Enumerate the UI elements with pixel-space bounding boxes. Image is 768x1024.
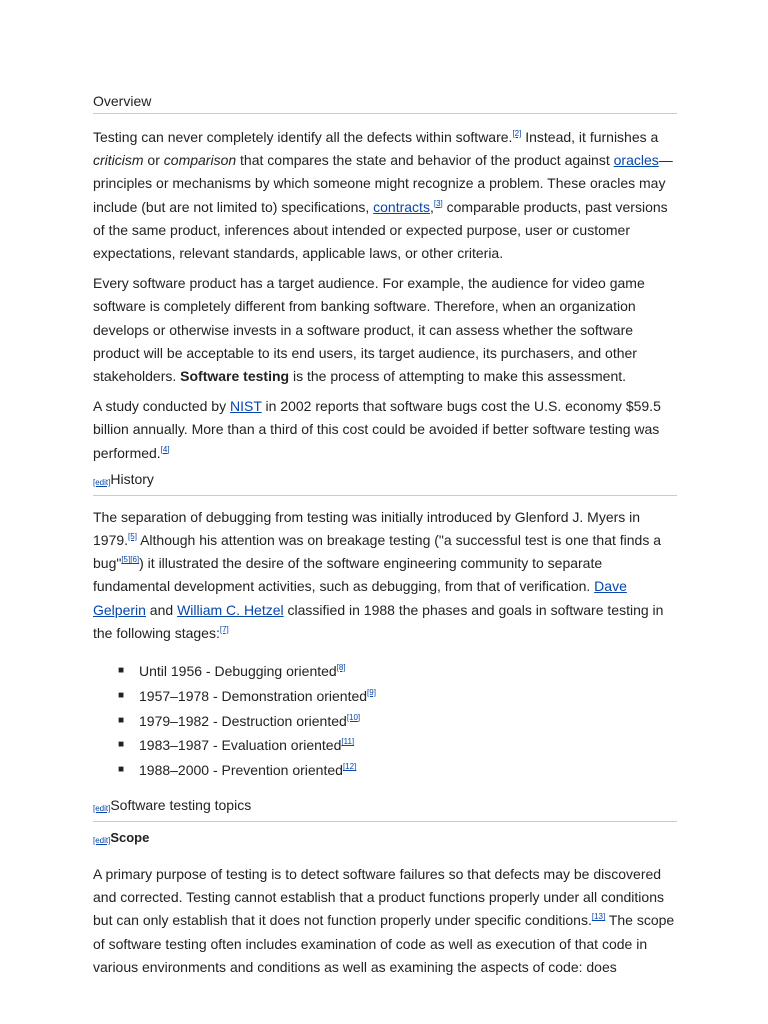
heading-text: History <box>110 470 154 487</box>
article-body <box>93 91 677 986</box>
italic-text: comparison <box>163 152 237 169</box>
subsection-heading-scope <box>93 828 677 853</box>
citation-link[interactable]: [4] <box>160 444 170 454</box>
section-heading-topics <box>93 795 677 822</box>
text: Every software product has a target audience. For example, the audience for video game software is completely different from banking software. Therefore, when an organization develops or otherwise invests in a software product, it can assess whether the software product will be acceptable to its end users, its target audience, its purchasers, and other stakeholders. <box>93 275 645 385</box>
text: —principles or mechanisms by which someone might recognize a problem. These oracles may include (but are not limited to) specifications, <box>93 152 673 215</box>
text: Testing can never completely identify all the defects within software. <box>93 129 513 145</box>
citation-link[interactable]: [11] <box>341 737 355 747</box>
list-item <box>93 758 677 783</box>
edit-link[interactable]: [edit] <box>93 836 111 846</box>
citation-link[interactable]: [5][6] <box>121 555 140 565</box>
list-item <box>93 709 677 734</box>
overview-paragraph-2 <box>93 272 677 388</box>
text: , <box>429 198 434 215</box>
stage-text: 1988–2000 - Prevention oriented <box>139 762 343 779</box>
heading-text: Overview <box>93 93 152 109</box>
history-paragraph <box>93 506 677 645</box>
edit-link[interactable]: [edit] <box>93 804 111 814</box>
citation-link[interactable]: [10] <box>346 712 361 722</box>
stage-text: Until 1956 - Debugging oriented <box>139 663 337 680</box>
link-oracles[interactable]: oracles <box>613 152 659 169</box>
bullet-icon: ■ <box>118 689 125 701</box>
citation-link[interactable]: [2] <box>512 129 522 138</box>
list-item <box>93 684 677 709</box>
stage-text: 1957–1978 - Demonstration oriented <box>139 687 368 704</box>
text: is the process of attempting to make this assessment. <box>289 368 627 385</box>
link-contracts[interactable]: contracts <box>373 198 430 215</box>
citation-link[interactable]: [5] <box>128 532 137 542</box>
section-heading-history <box>93 469 677 496</box>
link-dave-gelperin[interactable]: Dave Gelperin <box>93 578 627 618</box>
citation-link[interactable]: [7] <box>219 624 229 634</box>
italic-text: criticism <box>93 152 144 169</box>
text: A primary purpose of testing is to detect software failures so that defects may be discovered and corrected. Testing cannot establish that a product functions properly under all conditions but can only establish that it does not function properly under specific conditions. <box>93 866 664 929</box>
link-william-hetzel[interactable]: William C. Hetzel <box>177 601 284 618</box>
stage-text: 1983–1987 - Evaluation oriented <box>139 737 342 754</box>
bullet-icon: ■ <box>118 714 125 726</box>
text: that compares the state and behavior of the product against <box>236 152 614 169</box>
citation-link[interactable]: [9] <box>367 687 376 697</box>
edit-link[interactable]: [edit] <box>93 477 111 487</box>
text: or <box>143 152 164 169</box>
stages-list <box>93 659 677 783</box>
heading-text: Scope <box>110 830 150 846</box>
bullet-icon: ■ <box>118 739 125 751</box>
text: Although his attention was on breakage testing ("a successful test is one that finds a bug" <box>93 532 662 572</box>
text: comparable products, past versions of the same product, inferences about intended or expected purpose, user or customer expectations, relevant standards, applicable laws, or other criteria. <box>93 198 668 262</box>
text: classified in 1988 the phases and goals in software testing in the following stages: <box>93 601 664 641</box>
citation-link[interactable]: [13] <box>591 912 606 922</box>
heading-text: Software testing topics <box>110 797 252 814</box>
citation-link[interactable]: [3] <box>433 198 443 208</box>
text: Instead, it furnishes a <box>521 129 659 145</box>
text: ) it illustrated the desire of the software engineering community to separate fundamental development activities, such as debugging, from that of verification. <box>93 555 603 595</box>
list-item <box>93 733 677 758</box>
bullet-icon: ■ <box>118 764 125 776</box>
bold-term: Software testing <box>180 368 290 385</box>
text: The scope of software testing often includes examination of code as well as execution of that code in various environments and conditions as well as examining the aspects of code: does <box>93 912 675 975</box>
stage-text: 1979–1982 - Destruction oriented <box>139 712 347 729</box>
overview-paragraph-3 <box>93 395 677 465</box>
text: A study conducted by <box>93 398 230 415</box>
citation-link[interactable]: [12] <box>342 762 357 772</box>
bullet-icon: ■ <box>118 665 125 677</box>
citation-link[interactable]: [8] <box>336 663 346 673</box>
scope-paragraph <box>93 863 677 979</box>
section-heading-overview <box>93 91 677 114</box>
text: The separation of debugging from testing was initially introduced by Glenford J. Myers in 1979. <box>93 508 641 549</box>
overview-paragraph-1 <box>93 126 677 265</box>
list-item <box>93 659 677 684</box>
link-nist[interactable]: NIST <box>229 398 262 415</box>
text: and <box>145 601 178 618</box>
text: in 2002 reports that software bugs cost the U.S. economy $59.5 billion annually. More than a third of this cost could be avoided if better software testing was performed. <box>93 398 661 461</box>
